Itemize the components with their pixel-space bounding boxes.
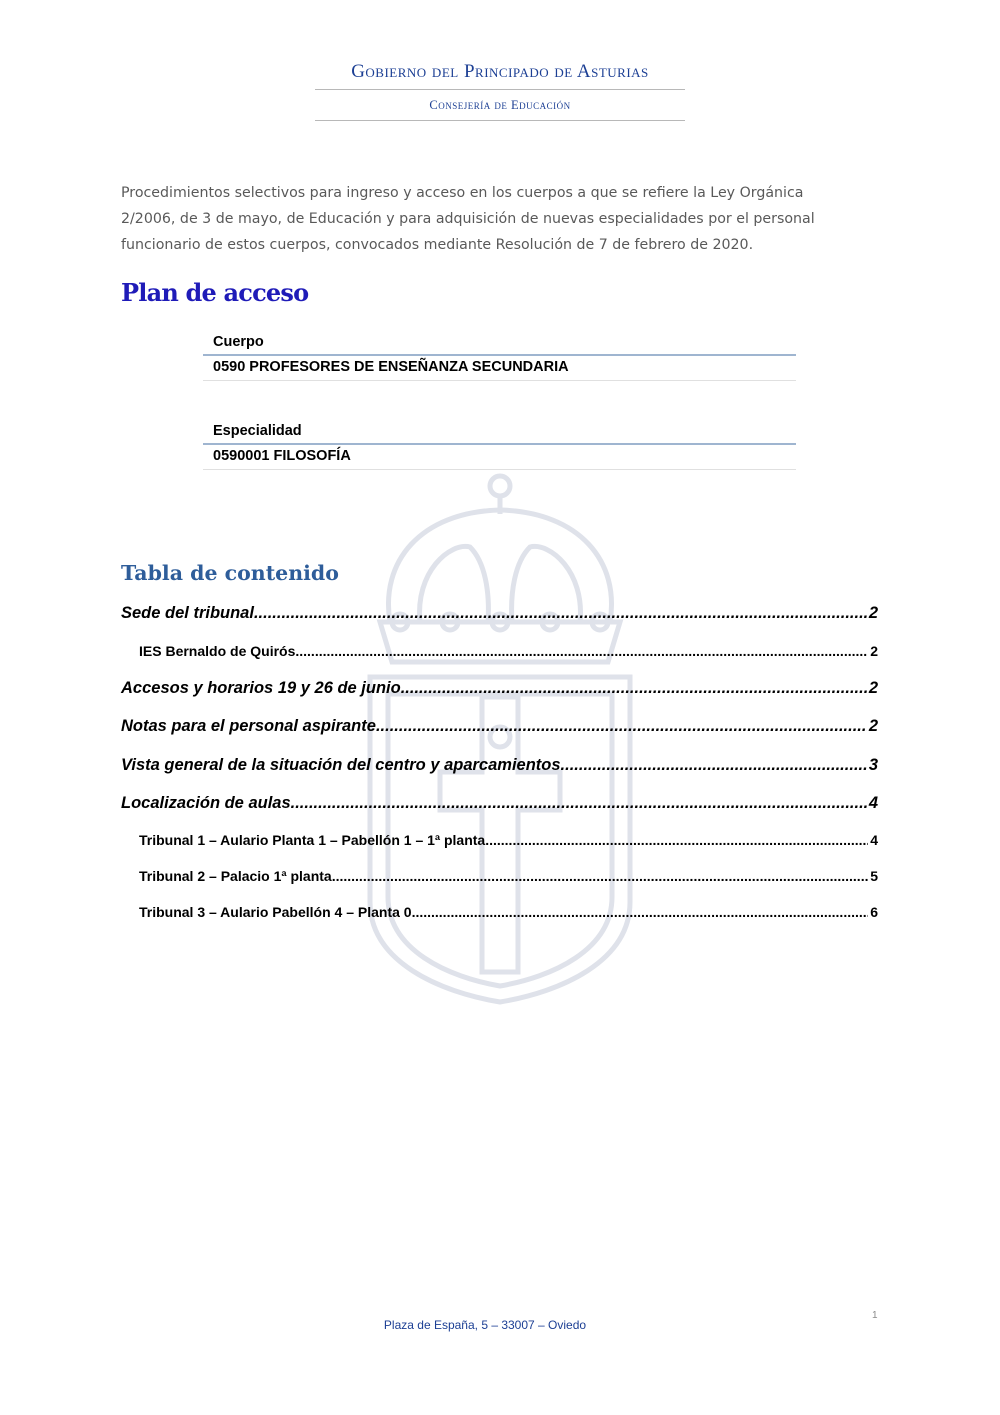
toc-page-number: 4 [868, 794, 878, 812]
toc-leader [412, 904, 869, 920]
especialidad-label: Especialidad [203, 421, 796, 445]
toc-leader [561, 756, 867, 775]
toc-page-number: 6 [870, 904, 878, 920]
toc-page-number: 2 [870, 643, 878, 659]
toc-entry-text: Tribunal 2 – Palacio 1ª planta [139, 868, 332, 884]
toc-entry-text: Tribunal 3 – Aulario Pabellón 4 – Planta 0 [139, 904, 412, 920]
toc-title: Tabla de contenido [121, 561, 339, 585]
toc-entry-tribunal-2[interactable] [121, 868, 878, 884]
footer-address: Plaza de España, 5 – 33007 – Oviedo [383, 1318, 587, 1332]
toc-page-number: 2 [868, 717, 878, 735]
toc-leader [295, 643, 868, 659]
page-title: Plan de acceso [121, 278, 309, 307]
toc-page-number: 5 [870, 868, 878, 884]
letterhead [315, 58, 685, 121]
toc-page-number: 3 [868, 756, 878, 774]
toc-entry-vista-general[interactable] [121, 756, 878, 775]
especialidad-value: 0590001 FILOSOFÍA [203, 445, 796, 470]
toc-entry-localizacion[interactable] [121, 794, 878, 813]
toc-leader [485, 832, 868, 848]
toc-entry-text: Tribunal 1 – Aulario Planta 1 – Pabellón 1 – 1ª planta [139, 832, 486, 848]
toc-entry-text: Accesos y horarios 19 y 26 de junio [121, 679, 401, 697]
intro-paragraph: Procedimientos selectivos para ingreso y acceso en los cuerpos a que se refiere la Ley Orgánica 2/2006, de 3 de mayo, de Educación y para adquisición de nuevas especialidades por el personal funcionario de estos cuerpos, convocados mediante Resolución de 7 de febrero de 2020. [121, 185, 815, 253]
cuerpo-label: Cuerpo [203, 332, 796, 356]
toc-page-number: 4 [870, 832, 878, 848]
page-number: 1 [872, 1310, 878, 1321]
toc-entry-tribunal-1[interactable] [121, 832, 878, 848]
toc-entry-text: IES Bernaldo de Quirós [139, 643, 296, 659]
toc-entry-sede[interactable] [121, 604, 878, 623]
toc-page-number: 2 [868, 679, 878, 697]
government-name: Gobierno del Principado de Asturias [351, 61, 649, 82]
toc-leader [254, 604, 867, 623]
department-name: Consejería de Educación [429, 98, 571, 112]
toc-leader [332, 868, 869, 884]
toc-entry-text: Vista general de la situación del centro y aparcamientos [121, 756, 561, 774]
especialidad-field [203, 421, 796, 470]
toc-page-number: 2 [868, 604, 878, 622]
header-divider [315, 89, 685, 90]
toc-leader [291, 794, 867, 813]
toc-entry-ies[interactable] [121, 643, 878, 659]
toc-entry-text: Sede del tribunal [121, 604, 254, 622]
toc-entry-accesos[interactable] [121, 679, 878, 698]
header-divider [315, 120, 685, 121]
cuerpo-field [203, 332, 796, 381]
toc-leader [401, 679, 867, 698]
toc-entry-text: Localización de aulas [121, 794, 291, 812]
toc-entry-tribunal-3[interactable] [121, 904, 878, 920]
coat-of-arms-watermark [360, 472, 640, 1007]
toc-leader [376, 717, 867, 736]
toc-entry-notas[interactable] [121, 717, 878, 736]
cuerpo-value: 0590 PROFESORES DE ENSEÑANZA SECUNDARIA [203, 356, 796, 381]
toc-entry-text: Notas para el personal aspirante [121, 717, 376, 735]
